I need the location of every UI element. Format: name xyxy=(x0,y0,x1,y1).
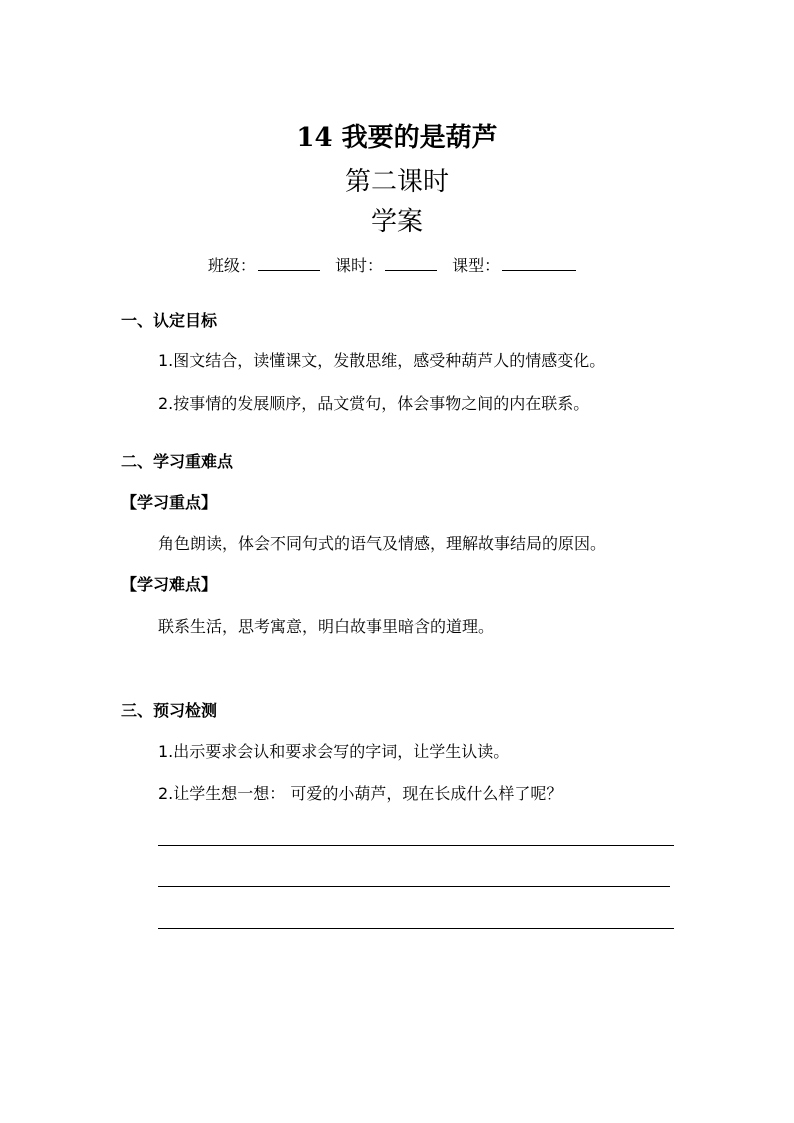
goal-item: 1.图文结合，读懂课文，发散思维，感受种葫芦人的情感变化。 xyxy=(158,351,606,370)
answer-line[interactable] xyxy=(158,928,674,929)
document-title: 14 我要的是葫芦 xyxy=(296,123,498,153)
type-blank[interactable] xyxy=(502,254,576,271)
section-heading-key-points: 二、学习重难点 xyxy=(121,452,234,471)
difficulty-text: 联系生活，思考寓意，明白故事里暗含的道理。 xyxy=(158,617,495,636)
preview-item: 2.让学生想一想： 可爱的小葫芦，现在长成什么样了呢？ xyxy=(158,784,563,803)
key-point-text: 角色朗读，体会不同句式的语气及情感，理解故事结局的原因。 xyxy=(158,534,607,553)
period-label: 课时： xyxy=(334,256,383,275)
period-blank[interactable] xyxy=(385,254,437,271)
class-label: 班级： xyxy=(207,256,256,275)
type-label: 课型： xyxy=(452,256,501,275)
difficulty-label: 【学习难点】 xyxy=(121,575,218,594)
section-heading-preview: 三、预习检测 xyxy=(121,701,218,720)
answer-line[interactable] xyxy=(158,845,674,846)
class-blank[interactable] xyxy=(258,254,320,271)
preview-item: 1.出示要求会认和要求会写的字词，让学生认读。 xyxy=(158,742,510,761)
section-heading-goals: 一、认定目标 xyxy=(121,311,218,330)
key-point-label: 【学习重点】 xyxy=(121,493,218,512)
goal-item: 2.按事情的发展顺序，品文赏句，体会事物之间的内在联系。 xyxy=(158,394,590,413)
answer-line[interactable] xyxy=(158,886,670,887)
lesson-subtitle: 第二课时 xyxy=(344,167,449,197)
doc-type-label: 学案 xyxy=(370,207,423,237)
info-row xyxy=(0,254,794,277)
